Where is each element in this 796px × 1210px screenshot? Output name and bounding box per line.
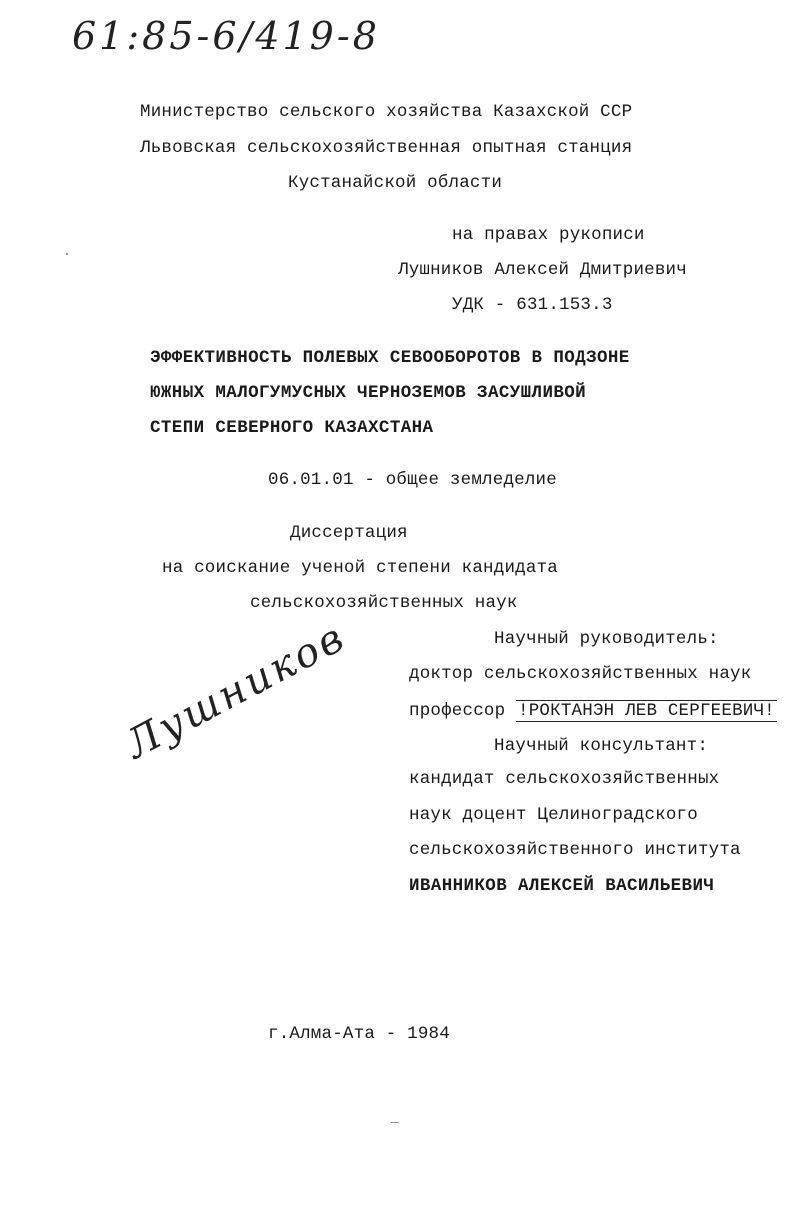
degree-line-2: сельскохозяйственных наук: [250, 593, 518, 613]
city-year: г.Алма-Ата - 1984: [268, 1024, 450, 1044]
consultant-label: Научный консультант:: [494, 736, 709, 756]
scan-speck: [391, 1122, 399, 1123]
supervisor-title: профессор: [409, 701, 506, 721]
manuscript-rights: на правах рукописи: [452, 225, 645, 245]
degree-line-1: на соискание ученой степени кандидата: [162, 558, 558, 578]
ministry-line: Министерство сельского хозяйства Казахской ССР: [140, 102, 633, 122]
specialty-code: 06.01.01 - общее земледелие: [268, 470, 557, 490]
scan-speck: [66, 253, 68, 255]
dissertation-label: Диссертация: [290, 523, 408, 543]
supervisor-name: !РОКТАНЭН ЛЕВ СЕРГЕЕВИЧ!: [518, 701, 775, 721]
title-line-2: ЮЖНЫХ МАЛОГУМУСНЫХ ЧЕРНОЗЕМОВ ЗАСУШЛИВОЙ: [150, 383, 587, 403]
supervisor-degree: доктор сельскохозяйственных наук: [409, 664, 752, 684]
consultant-line-3: сельскохозяйственного института: [409, 840, 741, 860]
consultant-line-1: кандидат сельскохозяйственных: [409, 769, 720, 789]
udk-code: УДК - 631.153.3: [452, 295, 613, 315]
title-line-1: ЭФФЕКТИВНОСТЬ ПОЛЕВЫХ СЕВООБОРОТОВ В ПОДЗОНЕ: [150, 348, 630, 368]
region-line: Кустанайской области: [288, 173, 503, 193]
consultant-line-2: наук доцент Целиноградского: [409, 805, 698, 825]
author-signature: Лушников: [118, 613, 354, 768]
consultant-name: ИВАННИКОВ АЛЕКСЕЙ ВАСИЛЬЕВИЧ: [409, 876, 715, 896]
archive-code-handwritten: 61:85-6/419-8: [72, 14, 380, 58]
author-name: Лушников Алексей Дмитриевич: [398, 260, 687, 280]
supervisor-title-line: [409, 700, 777, 722]
station-line: Львовская сельскохозяйственная опытная станция: [140, 138, 633, 158]
supervisor-label: Научный руководитель:: [494, 629, 719, 649]
title-line-3: СТЕПИ СЕВЕРНОГО КАЗАХСТАНА: [150, 418, 434, 438]
